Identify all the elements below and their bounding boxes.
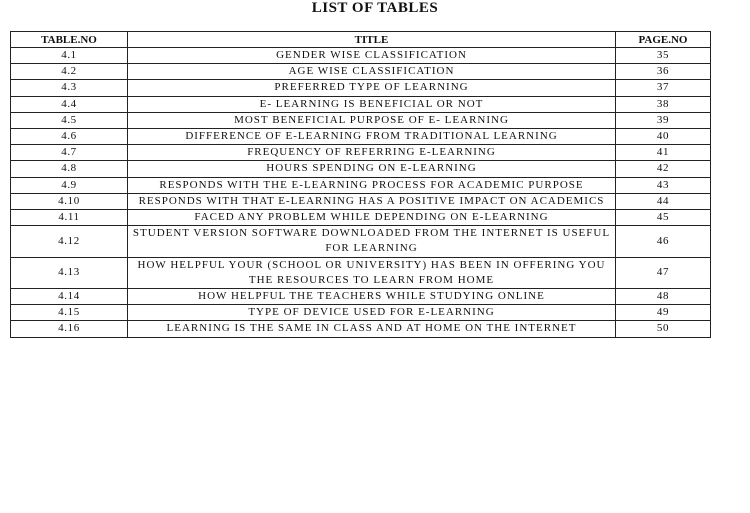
page-number: 39 — [616, 112, 711, 128]
table-title: FREQUENCY OF REFERRING E-LEARNING — [128, 145, 616, 161]
page-number: 47 — [616, 257, 711, 288]
table-number: 4.13 — [11, 257, 128, 288]
table-row — [11, 48, 711, 64]
table-number: 4.6 — [11, 129, 128, 145]
table-row — [11, 257, 711, 288]
table-row — [11, 161, 711, 177]
table-row — [11, 321, 711, 337]
table-row — [11, 210, 711, 226]
page-number: 49 — [616, 305, 711, 321]
page-number: 40 — [616, 129, 711, 145]
table-row — [11, 129, 711, 145]
table-header-row — [11, 32, 711, 48]
table-title: AGE WISE CLASSIFICATION — [128, 64, 616, 80]
page-number: 35 — [616, 48, 711, 64]
table-row — [11, 305, 711, 321]
table-row — [11, 226, 711, 257]
table-row — [11, 289, 711, 305]
table-title: MOST BENEFICIAL PURPOSE OF E- LEARNING — [128, 112, 616, 128]
table-title: RESPONDS WITH THE E-LEARNING PROCESS FOR ACADEMIC PURPOSE — [128, 177, 616, 193]
table-row — [11, 96, 711, 112]
table-number: 4.8 — [11, 161, 128, 177]
table-title: FACED ANY PROBLEM WHILE DEPENDING ON E-LEARNING — [128, 210, 616, 226]
page-number: 46 — [616, 226, 711, 257]
table-title: PREFERRED TYPE OF LEARNING — [128, 80, 616, 96]
page-number: 44 — [616, 193, 711, 209]
title-header: TITLE — [128, 32, 616, 48]
table-number: 4.14 — [11, 289, 128, 305]
table-title: RESPONDS WITH THAT E-LEARNING HAS A POSITIVE IMPACT ON ACADEMICS — [128, 193, 616, 209]
table-number: 4.16 — [11, 321, 128, 337]
page-number: 37 — [616, 80, 711, 96]
page-number: 43 — [616, 177, 711, 193]
table-number: 4.15 — [11, 305, 128, 321]
table-title: STUDENT VERSION SOFTWARE DOWNLOADED FROM THE INTERNET IS USEFUL FOR LEARNING — [128, 226, 616, 257]
page-number: 41 — [616, 145, 711, 161]
table-title: HOW HELPFUL YOUR (SCHOOL OR UNIVERSITY) HAS BEEN IN OFFERING YOU THE RESOURCES TO LEARN FROM HOME — [128, 257, 616, 288]
list-of-tables — [10, 31, 711, 338]
table-title: E- LEARNING IS BENEFICIAL OR NOT — [128, 96, 616, 112]
table-number: 4.1 — [11, 48, 128, 64]
table-title: TYPE OF DEVICE USED FOR E-LEARNING — [128, 305, 616, 321]
page-number: 45 — [616, 210, 711, 226]
table-number: 4.7 — [11, 145, 128, 161]
table-row — [11, 64, 711, 80]
table-number: 4.10 — [11, 193, 128, 209]
table-number: 4.11 — [11, 210, 128, 226]
table-title: HOURS SPENDING ON E-LEARNING — [128, 161, 616, 177]
table-number: 4.9 — [11, 177, 128, 193]
table-number: 4.2 — [11, 64, 128, 80]
page-number: 36 — [616, 64, 711, 80]
table-title: LEARNING IS THE SAME IN CLASS AND AT HOME ON THE INTERNET — [128, 321, 616, 337]
table-number: 4.3 — [11, 80, 128, 96]
table-number: 4.5 — [11, 112, 128, 128]
table-row — [11, 145, 711, 161]
table-title: DIFFERENCE OF E-LEARNING FROM TRADITIONAL LEARNING — [128, 129, 616, 145]
table-number: 4.12 — [11, 226, 128, 257]
table-row — [11, 177, 711, 193]
page-number: 38 — [616, 96, 711, 112]
table-title: GENDER WISE CLASSIFICATION — [128, 48, 616, 64]
table-row — [11, 112, 711, 128]
table-row — [11, 80, 711, 96]
table-number: 4.4 — [11, 96, 128, 112]
page-title: LIST OF TABLES — [311, 0, 439, 16]
page-number: 42 — [616, 161, 711, 177]
page-number: 48 — [616, 289, 711, 305]
table-row — [11, 193, 711, 209]
page-number: 50 — [616, 321, 711, 337]
page-no-header: PAGE.NO — [616, 32, 711, 48]
table-title: HOW HELPFUL THE TEACHERS WHILE STUDYING ONLINE — [128, 289, 616, 305]
table-no-header: TABLE.NO — [11, 32, 128, 48]
